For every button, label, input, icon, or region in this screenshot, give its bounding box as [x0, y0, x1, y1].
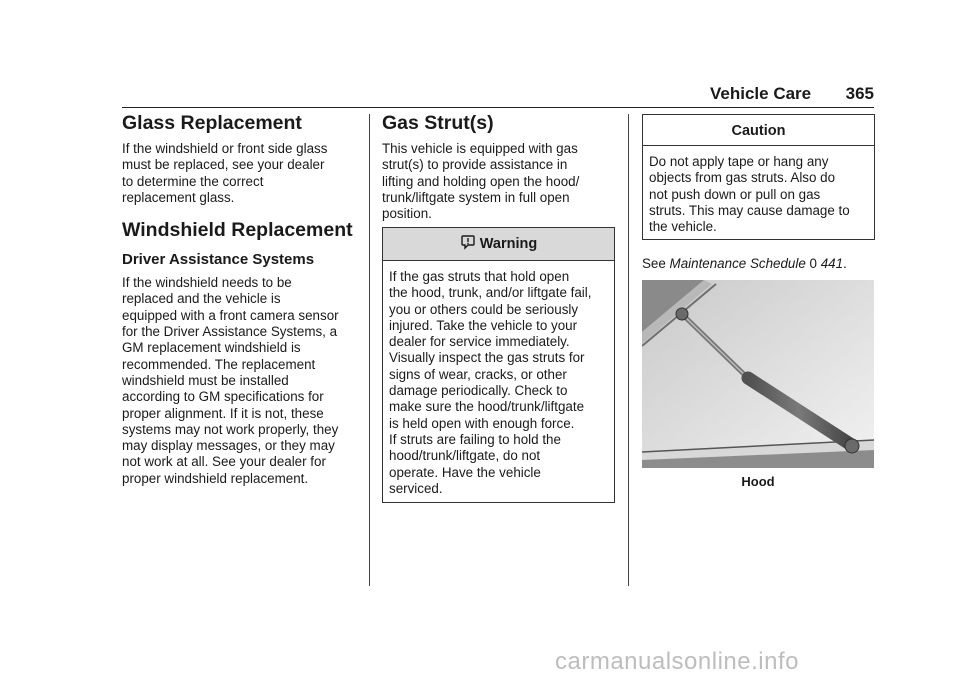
- warning-icon: [460, 234, 476, 250]
- caution-header: Caution: [643, 115, 874, 146]
- gas-struts-heading: Gas Strut(s): [382, 112, 494, 134]
- text-line: must be replaced, see your dealer: [122, 157, 325, 173]
- glass-replacement-text: [122, 141, 362, 206]
- section-title: Vehicle Care: [710, 84, 812, 103]
- warning-box: [382, 227, 615, 503]
- text-line: injured. Take the vehicle to your: [389, 317, 578, 333]
- text-line: systems may not work properly, they: [122, 421, 339, 437]
- running-header: [710, 84, 874, 104]
- text-line: operate. Have the vehicle: [389, 464, 541, 480]
- text-line: If struts are failing to hold the: [389, 431, 561, 447]
- text-line: Visually inspect the gas struts for: [389, 350, 585, 366]
- header-rule: [122, 107, 874, 108]
- text-line: serviced.: [389, 480, 443, 496]
- text-line: trunk/liftgate system in full open: [382, 189, 570, 205]
- text-line: make sure the hood/trunk/liftgate: [389, 399, 585, 415]
- caution-box: [642, 114, 875, 240]
- text-line: equipped with a front camera sensor: [122, 307, 339, 323]
- column-1: [122, 111, 362, 487]
- gas-struts-intro: [382, 141, 618, 222]
- warning-body: [383, 261, 614, 497]
- text-line: recommended. The replacement: [122, 356, 316, 372]
- text-line: proper alignment. If it is not, these: [122, 405, 324, 421]
- text-line: Do not apply tape or hang any: [649, 154, 829, 169]
- image-caption: Hood: [741, 474, 775, 489]
- page-number: 365: [845, 84, 874, 103]
- text-line: dealer for service immediately.: [389, 334, 570, 350]
- text-line: GM replacement windshield is: [122, 340, 301, 356]
- text-line: the vehicle.: [649, 219, 717, 235]
- text-line: you or others could be seriously: [389, 301, 579, 317]
- column-divider-2: [628, 114, 629, 586]
- see-reference: [642, 256, 874, 271]
- text-line: struts. This may cause damage to: [649, 202, 850, 218]
- maintenance-schedule-link[interactable]: Maintenance Schedule: [669, 256, 806, 271]
- text-line: not push down or pull on gas: [649, 186, 821, 202]
- text-line: signs of wear, cracks, or other: [389, 366, 567, 382]
- text-line: lifting and holding open the hood/: [382, 173, 580, 189]
- text-line: to determine the correct: [122, 173, 264, 189]
- text-line: damage periodically. Check to: [389, 383, 568, 399]
- text-line: proper windshield replacement.: [122, 470, 309, 486]
- see-suffix: .: [843, 256, 847, 271]
- text-line: replacement glass.: [122, 189, 235, 205]
- text-line: for the Driver Assistance Systems, a: [122, 324, 338, 340]
- text-line: according to GM specifications for: [122, 389, 324, 405]
- warning-label: Warning: [479, 236, 538, 252]
- text-line: may display messages, or they may: [122, 438, 335, 454]
- driver-assistance-heading: Driver Assistance Systems: [122, 251, 315, 269]
- hood-strut-illustration: [642, 280, 874, 468]
- text-line: position.: [382, 206, 432, 222]
- text-line: windshield must be installed: [122, 372, 289, 388]
- see-prefix: See: [642, 256, 670, 271]
- text-line: not work at all. See your dealer for: [122, 454, 326, 470]
- text-line: This vehicle is equipped with gas: [382, 141, 578, 156]
- text-line: If the windshield or front side glass: [122, 141, 328, 156]
- text-line: If the gas struts that hold open: [389, 269, 570, 284]
- column-2: [382, 111, 618, 222]
- page-ref-number[interactable]: 441: [820, 256, 844, 271]
- column-divider-1: [369, 114, 370, 586]
- text-line: strut(s) to provide assistance in: [382, 157, 568, 173]
- text-line: hood/trunk/liftgate, do not: [389, 448, 541, 464]
- watermark: carmanualsonline.info: [555, 648, 799, 675]
- text-line: the hood, trunk, and/or liftgate fail,: [389, 285, 592, 301]
- caution-body: [643, 146, 874, 235]
- driver-assistance-text: [122, 275, 362, 487]
- windshield-replacement-heading: Windshield Replacement: [122, 219, 353, 242]
- glass-replacement-heading: Glass Replacement: [122, 112, 302, 134]
- text-line: objects from gas struts. Also do: [649, 170, 836, 186]
- text-line: is held open with enough force.: [389, 415, 575, 431]
- page-ref-arrow-icon: 0: [809, 256, 817, 271]
- text-line: If the windshield needs to be: [122, 275, 292, 291]
- text-line: replaced and the vehicle is: [122, 291, 281, 307]
- warning-header: [383, 228, 614, 261]
